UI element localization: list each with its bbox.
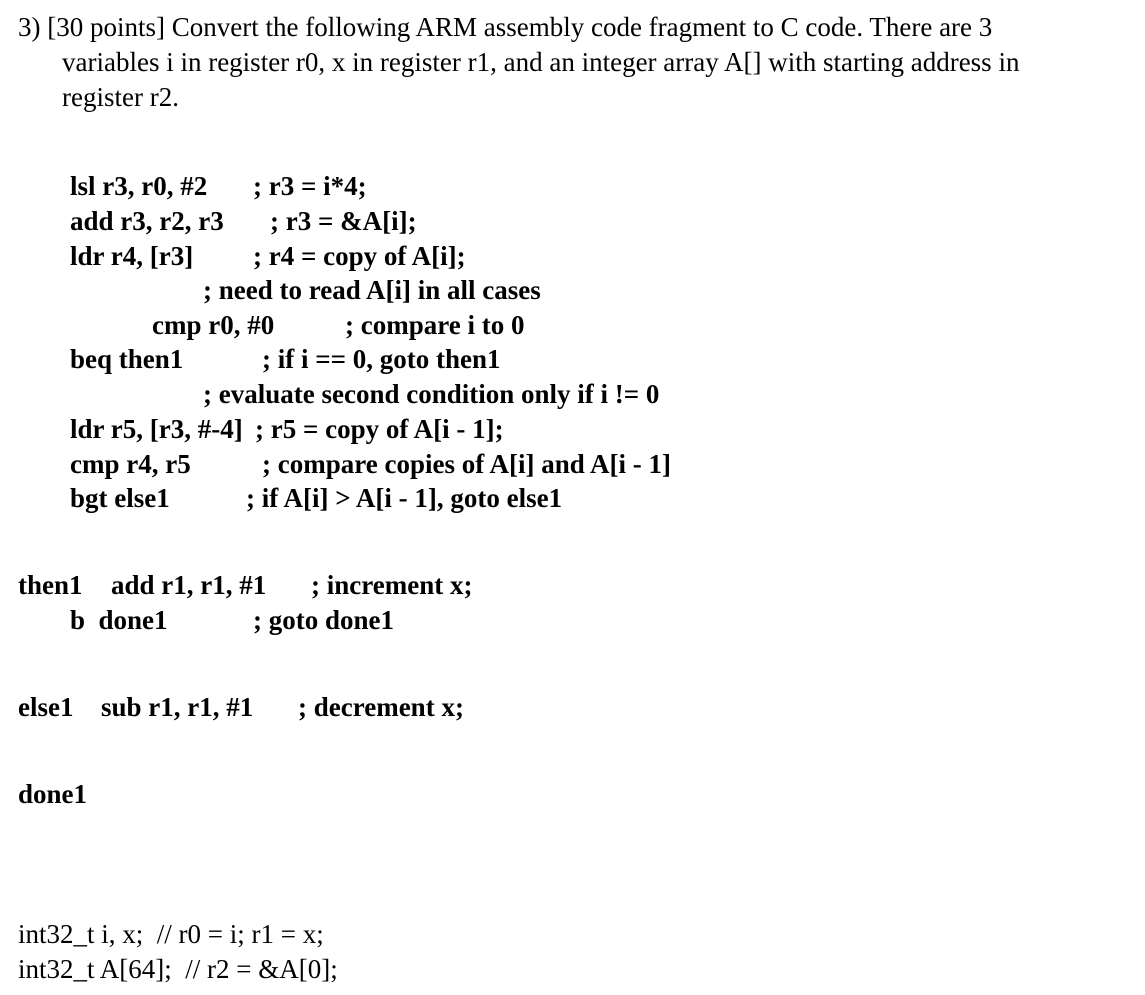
question-line-1: 3) [30 points] Convert the following ARM assembly code fragment to C code. There are 3 <box>18 12 993 42</box>
code-instruction: add r3, r2, r3 <box>70 206 224 236</box>
code-instruction: bgt else1 <box>70 483 170 513</box>
code-instruction: ldr r5, [r3, #-4] <box>70 414 243 444</box>
code-comment: ; compare copies of A[i] and A[i - 1] <box>262 449 671 479</box>
code-comment: ; compare i to 0 <box>345 310 525 340</box>
code-label-else1: else1 <box>18 692 74 722</box>
code-comment: ; r4 = copy of A[i]; <box>253 241 466 271</box>
code-label-done1: done1 <box>18 779 88 809</box>
question-line-2: variables i in register r0, x in register r1, and an integer array A[] with starting address in <box>62 47 1020 77</box>
code-comment: ; evaluate second condition only if i != 0 <box>203 379 660 409</box>
code-label-then1: then1 <box>18 570 83 600</box>
code-instruction: cmp r0, #0 <box>152 310 275 340</box>
question-line-3: register r2. <box>62 82 179 112</box>
code-instruction: add r1, r1, #1 <box>111 570 267 600</box>
code-comment: ; r3 = &A[i]; <box>270 206 417 236</box>
code-comment: ; if i == 0, goto then1 <box>262 344 501 374</box>
code-instruction: sub r1, r1, #1 <box>101 692 254 722</box>
code-instruction: cmp r4, r5 <box>70 449 191 479</box>
code-comment: ; goto done1 <box>253 605 394 635</box>
code-comment: ; r3 = i*4; <box>253 171 367 201</box>
code-instruction: lsl r3, r0, #2 <box>70 171 208 201</box>
code-comment: ; decrement x; <box>298 692 464 722</box>
code-instruction: ldr r4, [r3] <box>70 241 194 271</box>
code-instruction: b done1 <box>70 605 168 635</box>
code-comment: ; increment x; <box>311 570 473 600</box>
code-comment: ; r5 = copy of A[i - 1]; <box>255 414 504 444</box>
code-comment: ; need to read A[i] in all cases <box>203 275 541 305</box>
code-line-done1 <box>18 777 88 879</box>
c-declaration-line-1: int32_t i, x; // r0 = i; r1 = x; <box>18 919 324 949</box>
c-declaration-line-2: int32_t A[64]; // r2 = &A[0]; <box>18 954 338 984</box>
code-instruction: beq then1 <box>70 344 184 374</box>
code-comment: ; if A[i] > A[i - 1], goto else1 <box>246 483 563 513</box>
